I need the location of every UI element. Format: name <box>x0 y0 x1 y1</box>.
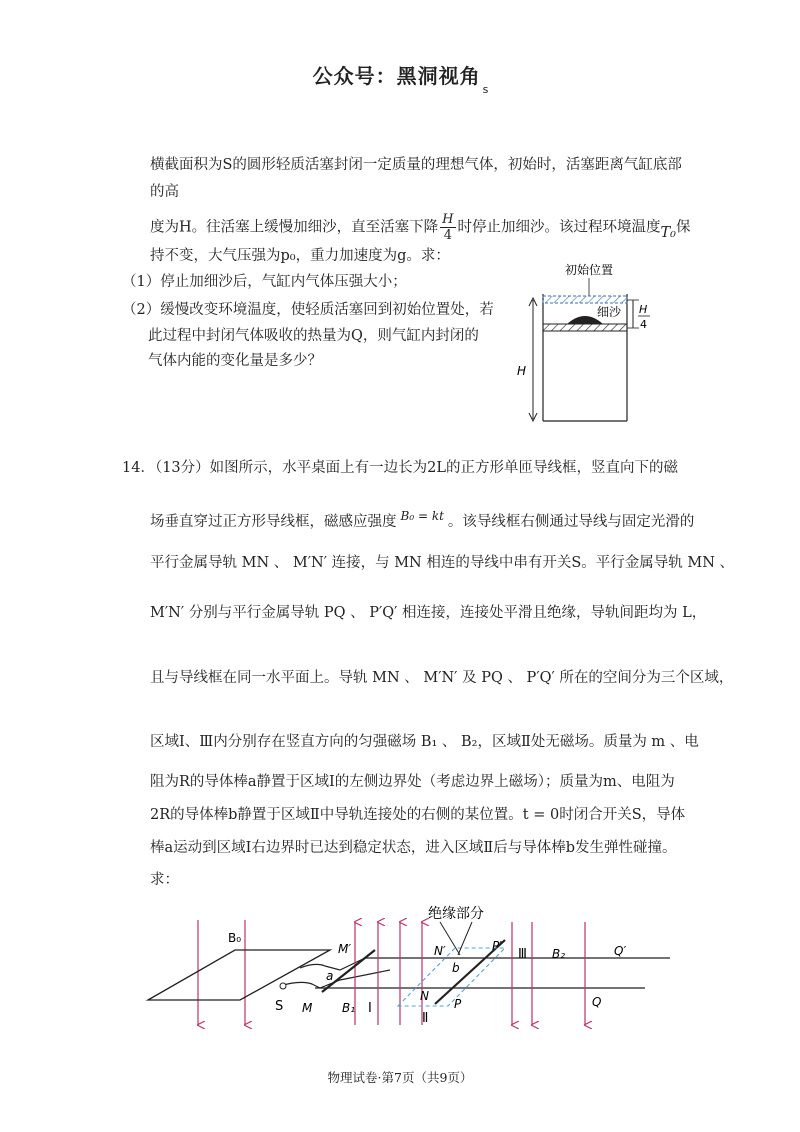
q13-fraction <box>440 212 455 243</box>
q14-line2-b: 。该导线框右侧通过导线与固定光滑的 <box>447 514 695 530</box>
page-footer: 物理试卷·第7页（共9页） <box>327 1070 473 1085</box>
q14-line5: 且与导线框在同一水平面上。导轨 MN 、 M′N′ 及 PQ 、 P′Q′ 所在的空间分为三个区域， <box>150 670 734 686</box>
label-region-II: Ⅱ <box>422 1011 429 1026</box>
fraction-numerator: H <box>442 212 454 227</box>
label-b: b <box>452 961 460 975</box>
q14-line9: 棒a运动到区域Ⅰ右边界时已达到稳定状态，进入区域Ⅱ后与导体棒b发生弹性碰撞。 <box>150 840 677 856</box>
square-wire-frame <box>148 950 330 1000</box>
q13-line4: 持不变，大气压强为p₀，重力加速度为g。求： <box>150 248 450 264</box>
label-region-III: Ⅲ <box>518 947 527 962</box>
wire-lower <box>280 970 390 988</box>
q13-line3-b: 时停止加细沙。该过程环境温度 <box>457 219 661 236</box>
q14-line10: 求： <box>150 872 179 888</box>
q14-line1: 14．（13分）如图所示，水平桌面上有一边长为2L的正方形单匝导线框，竖直向下的磁 <box>122 460 679 476</box>
q13-line3-c: 保 <box>675 219 691 236</box>
fraction-denominator: 4 <box>443 228 452 243</box>
q14-line6: 区域Ⅰ、Ⅲ内分别存在竖直方向的匀强磁场 B₁ 、 B₂，区域Ⅱ处无磁场。质量为 m 、电 <box>150 734 699 750</box>
q14-line3: 平行金属导轨 MN 、 M′N′ 连接，与 MN 相连的导线中串有开关S。平行金属导轨 MN 、 <box>150 555 735 571</box>
q13-sub2-line2: 此过程中封闭气体吸收的热量为Q，则气缸内封闭的 <box>148 328 479 344</box>
rail-figure <box>140 900 680 1035</box>
label-N: N <box>420 989 429 1003</box>
label-M: M <box>302 1001 313 1015</box>
label-B1: B₁ <box>342 1001 356 1015</box>
q14-line2 <box>150 509 695 532</box>
q14-equation: B₀ = kt <box>400 509 444 523</box>
label-P-prime: P′ <box>492 939 502 953</box>
label-P: P <box>454 997 462 1011</box>
B2-field-lines <box>512 922 585 1025</box>
q14-line8: 2R的导体棒b静置于区域Ⅱ中导轨连接处的右侧的某位置。t = 0时闭合开关S，导体 <box>150 807 686 823</box>
label-a: a <box>326 969 334 983</box>
label-H4-num: H <box>639 303 648 316</box>
switch-S <box>280 983 286 989</box>
label-H4-den: 4 <box>640 318 647 331</box>
q13-line3-a: 度为H。往活塞上缓慢加细沙，直至活塞下降 <box>150 219 439 236</box>
piston <box>543 324 627 331</box>
q13-T0: T₀ <box>660 224 676 241</box>
insulation-region <box>398 948 505 1006</box>
q14-line7: 阻为R的导体棒a静置于区域Ⅰ的左侧边界处（考虑边界上磁场）；质量为m、电阻为 <box>150 774 675 790</box>
B1-field-lines <box>355 922 422 1025</box>
q13-sub1: （1）停止加细沙后，气缸内气体压强大小； <box>122 274 407 290</box>
label-H: H <box>517 364 527 378</box>
header-title: 公众号：黑洞视角 <box>312 64 481 88</box>
label-Q-prime: Q′ <box>614 944 627 958</box>
cylinder-figure <box>505 258 675 433</box>
q14-line4: M′N′ 分别与平行金属导轨 PQ 、 P′Q′ 相连接，连接处平滑且绝缘，导轨间距均为 L， <box>150 605 707 621</box>
q13-line3 <box>150 212 690 243</box>
q13-sub2-line1: （2）缓慢改变环境温度，使轻质活塞回到初始位置处，若 <box>122 302 494 318</box>
q14-line2-a: 场垂直穿过正方形导线框，磁感应强度 <box>150 514 397 530</box>
label-S: S <box>275 999 284 1014</box>
initial-piston <box>543 296 627 303</box>
header-trailing: s <box>482 83 490 96</box>
q13-sub2-line3: 气体内能的变化量是多少？ <box>148 353 322 369</box>
label-Q: Q <box>592 995 602 1009</box>
label-B0: B₀ <box>228 931 242 945</box>
label-M-prime: M′ <box>338 942 352 956</box>
q13-line1: 横截面积为S的圆形轻质活塞封闭一定质量的理想气体，初始时，活塞距离气缸底部 <box>150 157 682 173</box>
label-sand: 细沙 <box>597 305 622 319</box>
label-insulation: 绝缘部分 <box>428 906 484 922</box>
q13-line2: 的高 <box>150 184 179 200</box>
label-initial-position: 初始位置 <box>565 263 614 277</box>
label-region-I: Ⅰ <box>368 1001 372 1016</box>
label-N-prime: N′ <box>434 944 446 958</box>
label-B2: B₂ <box>552 947 566 961</box>
page-header <box>0 60 800 96</box>
